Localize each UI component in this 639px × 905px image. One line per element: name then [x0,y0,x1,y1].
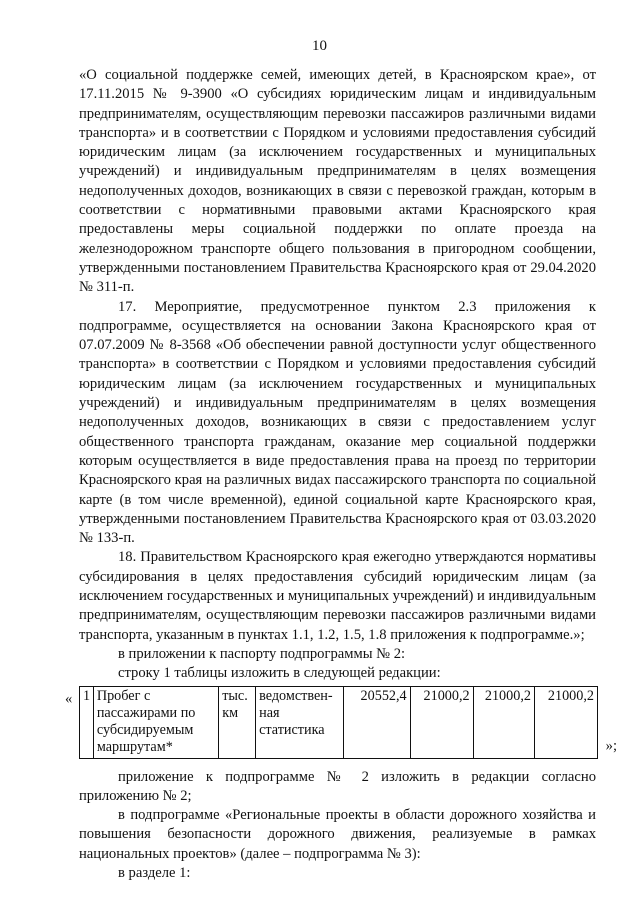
page-number: 10 [312,38,327,54]
value-cell-4: 21000,2 [534,686,597,758]
paragraph-continuation: «О социальной поддержке семей, имеющих детей, в Красноярском крае», от 17.11.2015 № 9-3900 «О субсидиях юридическим лицам и индивидуальным предпринимателям, осуществляющим перевозки пассажиров различными видами транспорта» и в соответствии с Порядком и условиями предоставления субсидий юридическим лицам (за исключением государственных и муниципальных учреждений) и индивидуальным предпринимателям в целях возмещения недополученных доходов, возникающих в связи с перевозкой граждан, которым в соответствии с нормативными правовыми актами Красноярского края предоставлены меры социальной поддержки по оплате проезда на железнодорожном транспорте общего пользования в пригородном сообщении, утвержденными постановлением Правительства Красноярского края от 29.04.2020 № 311-п. [79,67,596,296]
replacement-table [79,686,598,759]
paragraph-item-18: 18. Правительством Красноярского края ежегодно утверждаются нормативы субсидирования в целях предоставления субсидий юридическим лицам (за исключением государственных и муниципальных учреждений) и индивидуальным предпринимателям, осуществляющим перевозки пассажиров различными видами транспорта, указанным в пунктах 1.1, 1.2, 1.5, 1.8 приложения к подпрограмме.»; [79,549,596,643]
source-cell: ведомствен-ная статистика [256,686,344,758]
table-row [80,686,598,758]
value-cell-2: 21000,2 [410,686,473,758]
paragraph-annex-2: приложение к подпрограмме № 2 изложить в редакции согласно приложению № 2; [79,768,596,804]
document-body [65,66,617,883]
value-cell-1: 20552,4 [344,686,410,758]
indicator-name-cell: Пробег с пассажирами по субсидируемым маршрутам* [93,686,218,758]
closing-quote: »; [605,738,617,755]
value-cell-3: 21000,2 [473,686,534,758]
paragraph-table-row-intro: строку 1 таблицы изложить в следующей редакции: [118,665,441,682]
paragraph-annex-passport: в приложении к паспорту подпрограммы № 2: [118,645,406,662]
paragraph-section-1: в разделе 1: [118,864,191,881]
paragraph-item-17: 17. Мероприятие, предусмотренное пунктом 2.3 приложения к подпрограмме, осуществляется на основании Закона Красноярского края от 07.07.2009 № 8-3568 «Об обеспечении равной доступности услуг общественного транспорта» в соответствии с Порядком и условиями предоставления субсидий юридическим лицам (за исключением государственных и муниципальных учреждений) и индивидуальным предпринимателям в целях возмещения недополученных доходов, возникающих в связи с предоставлением услуг общественного транспорта гражданам, оказание мер социальной поддержки которым осуществляется в виде предоставления права на проезд по территории Красноярского края на различных видах пассажирского транспорта по социальной карте (в том числе временной), единой социальной карте Красноярского края, утвержденными постановлением Правительства Красноярского края от 03.03.2020 № 133-п. [79,298,596,547]
unit-cell: тыс. км [219,686,256,758]
opening-quote: « [65,690,73,707]
replacement-table-block [65,686,617,759]
row-number-cell: 1 [80,686,94,758]
paragraph-subprogram-3: в подпрограмме «Региональные проекты в области дорожного хозяйства и повышения безопасности дорожного движения, реализуемые в рамках национальных проектов» (далее – подпрограмма № 3): [79,807,596,862]
